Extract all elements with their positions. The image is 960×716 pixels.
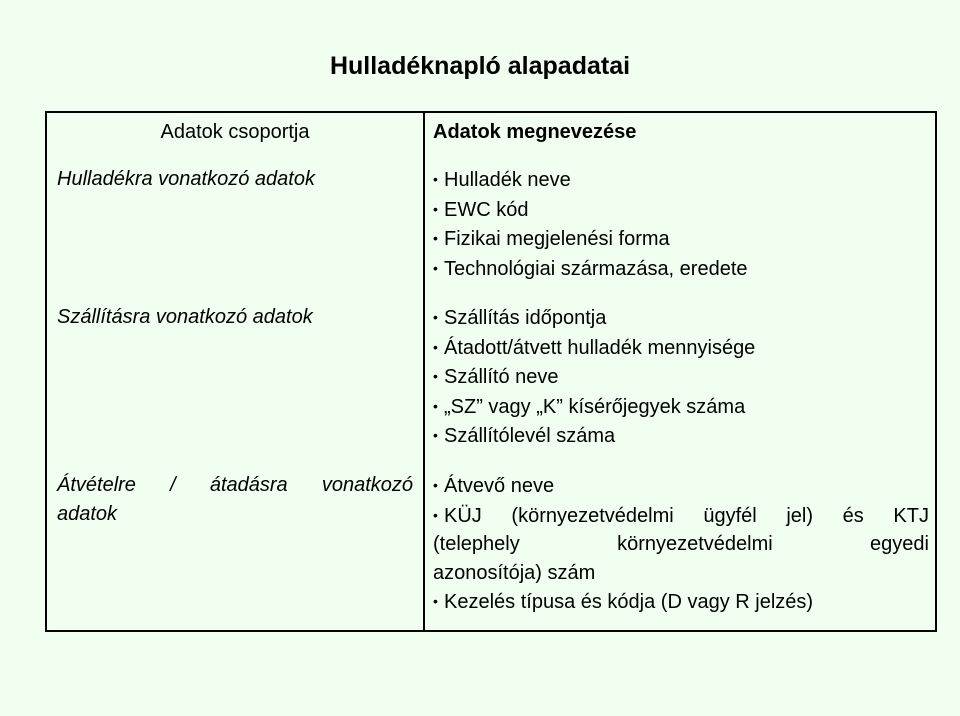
group-items-transport — [433, 303, 929, 451]
group-name-waste: Hulladékra vonatkozó adatok — [57, 168, 315, 190]
list-item: • Szállító neve — [433, 366, 559, 389]
list-item: • Technológiai származása, eredete — [433, 257, 748, 280]
list-item: • EWC kód — [433, 198, 529, 221]
list-item: • Átvevő neve — [433, 475, 555, 497]
group-items-waste — [433, 165, 929, 283]
list-item: • Átadott/átvett hulladék mennyisége — [433, 336, 756, 359]
list-item: • „SZ” vagy „K” kísérőjegyek száma — [433, 395, 746, 418]
list-item: • Szállítólevél száma — [433, 425, 616, 448]
group-name-handover: Átvételre / átadásra vonatkozó adatok — [57, 474, 413, 525]
list-item: • Kezelés típusa és kódja (D vagy R jelzés) — [433, 591, 814, 614]
list-item-continuation: azonosítója) szám — [433, 561, 596, 584]
list-item-continuation: (telephely környezetvédelmi egyedi — [433, 533, 929, 556]
header-right: Adatok megnevezése — [433, 121, 637, 143]
page-title: Hulladéknapló alapadatai — [329, 52, 631, 80]
header-left: Adatok csoportja — [160, 121, 310, 143]
list-item: • Szállítás időpontja — [433, 307, 607, 329]
list-item: • Fizikai megjelenési forma — [433, 228, 670, 251]
column-divider — [423, 113, 425, 630]
list-item: • Hulladék neve — [433, 169, 571, 191]
group-items-handover — [433, 471, 929, 617]
list-item: • KÜJ (környezetvédelmi ügyfél jel) és KTJ — [433, 504, 929, 527]
data-table — [45, 111, 937, 632]
group-name-transport: Szállításra vonatkozó adatok — [57, 306, 313, 328]
